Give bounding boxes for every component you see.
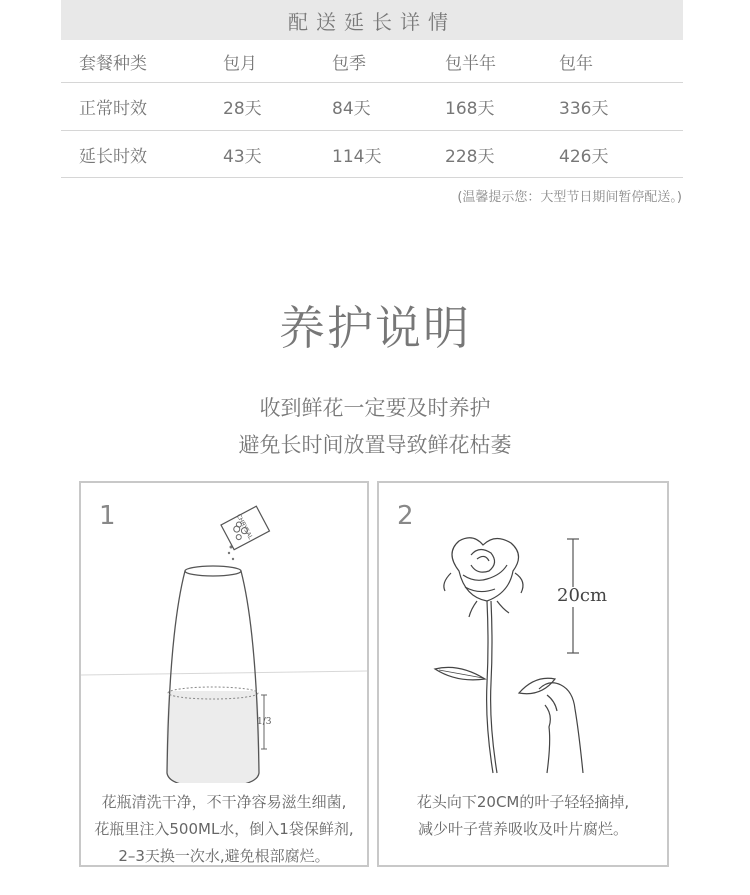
table-cell: 336天	[559, 99, 609, 119]
table-header-row	[61, 40, 683, 83]
step-number: 2	[397, 501, 414, 531]
holiday-note: (温馨提示您：大型节日期间暂停配送。)	[457, 190, 682, 205]
delivery-table	[61, 40, 683, 178]
header-cell: 包季	[332, 53, 366, 74]
care-step-1-panel	[79, 481, 369, 867]
rose-illustration	[379, 483, 667, 783]
table-cell: 228天	[445, 146, 495, 167]
caption-line: 2–3天换一次水,避免根部腐烂。	[118, 847, 330, 865]
step-1-caption	[81, 789, 367, 870]
table-cell: 28天	[223, 99, 262, 119]
header-cell: 套餐种类	[79, 53, 147, 74]
header-cell: 包半年	[445, 53, 496, 74]
table-row	[61, 83, 683, 131]
measure-label: 20cm	[557, 585, 608, 606]
care-subtitle-2: 避免长时间放置导致鲜花枯萎	[238, 433, 512, 457]
step-2-caption	[379, 789, 667, 843]
table-cell: 168天	[445, 99, 495, 119]
row-label: 正常时效	[79, 99, 147, 119]
caption-line: 花瓶里注入500ML水，倒入1袋保鲜剂,	[94, 820, 354, 838]
caption-line: 花头向下20CM的叶子轻轻摘掉,	[416, 793, 630, 811]
row-label: 延长时效	[79, 146, 147, 167]
caption-line: 花瓶清洗干净，不干净容易滋生细菌,	[101, 793, 347, 811]
header-cell: 包年	[559, 53, 593, 74]
table-cell: 84天	[332, 99, 371, 119]
care-subtitle-1: 收到鲜花一定要及时养护	[259, 396, 491, 420]
care-title: 养护说明	[279, 301, 471, 355]
header-cell: 包月	[223, 53, 257, 74]
delivery-table-title: 配送延长详情	[61, 0, 683, 40]
table-cell: 43天	[223, 146, 262, 167]
table-row	[61, 131, 683, 178]
step-number: 1	[99, 501, 116, 531]
packet-label: CHRYSAL	[234, 513, 254, 541]
table-cell: 426天	[559, 146, 609, 167]
caption-line: 减少叶子营养吸收及叶片腐烂。	[417, 820, 628, 838]
table-cell: 114天	[332, 146, 382, 167]
care-step-2-panel	[377, 481, 669, 867]
vase-illustration	[81, 483, 367, 783]
fill-level-label: 1/3	[257, 717, 272, 727]
